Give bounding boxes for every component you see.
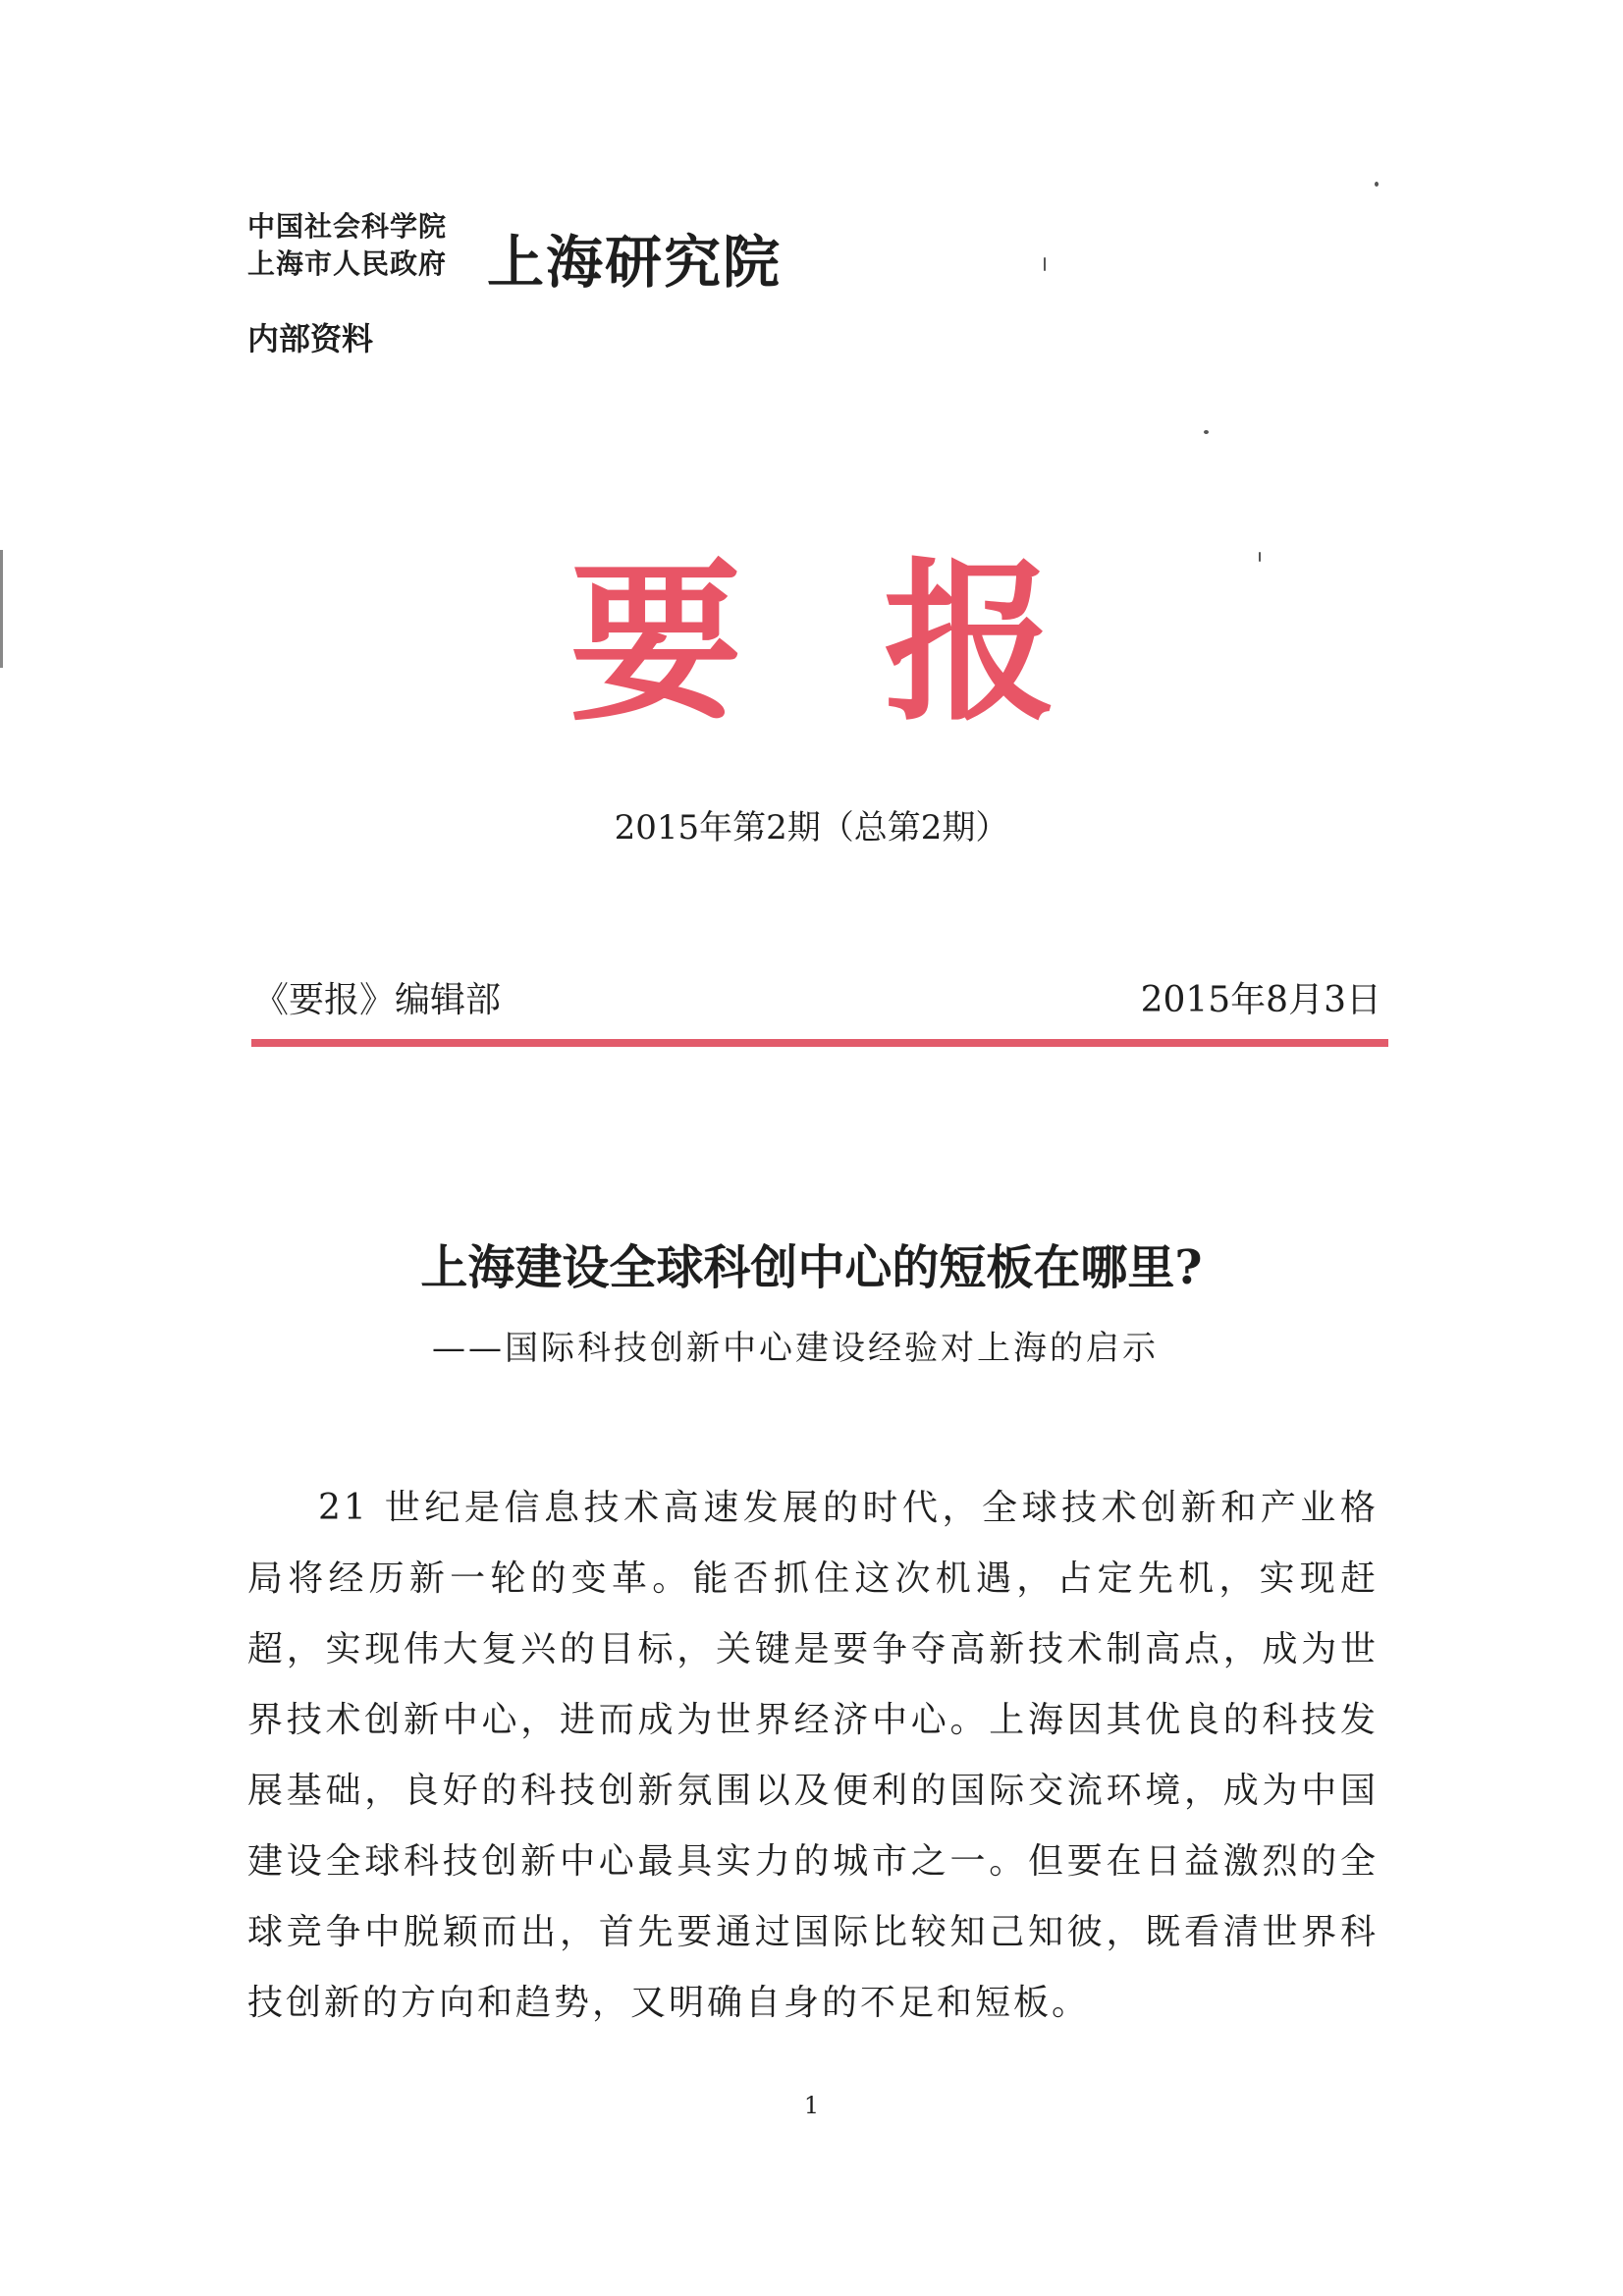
org-line-shanghai-gov: 上海市人民政府	[247, 247, 448, 280]
article-subtitle: ——国际科技创新中心建设经验对上海的启示	[432, 1329, 1159, 1368]
organization-lines	[247, 208, 483, 283]
org-line-cass: 中国社会科学院	[247, 210, 448, 243]
scan-speck	[1044, 257, 1046, 271]
publication-date: 2015年8月3日	[1140, 980, 1381, 1020]
scan-edge-mark	[0, 550, 3, 668]
article-body	[247, 1473, 1379, 2039]
masthead-title	[550, 541, 1080, 744]
red-divider-rule	[251, 1039, 1388, 1047]
masthead-char-2: 报	[884, 541, 1057, 744]
internal-material-label: 内部资料	[247, 320, 374, 357]
scan-speck	[1375, 182, 1379, 187]
issue-number: 2015年第2期（总第2期）	[614, 808, 1009, 847]
page-number: 1	[803, 2092, 820, 2119]
scan-speck	[1259, 552, 1261, 562]
article-title: 上海建设全球科创中心的短板在哪里?	[420, 1240, 1203, 1295]
masthead-char-1: 要	[569, 541, 743, 744]
body-paragraph: 21 世纪是信息技术高速发展的时代，全球技术创新和产业格局将经历新一轮的变革。能否抓住这次机遇，占定先机，实现赶超，实现伟大复兴的目标，关键是要争夺高新技术制高点，成为世界技术创新中心，进而成为世界经济中心。上海因其优良的科技发展基础，良好的科技创新氛围以及便利的国际交流环境，成为中国建设全球科技创新中心最具实力的城市之一。但要在日益激烈的全球竞争中脱颖而出，首先要通过国际比较知己知彼，既看清世界科技创新的方向和趋势，又明确自身的不足和短板。	[247, 1488, 1379, 2023]
scan-speck	[1204, 430, 1209, 434]
editorial-department: 《要报》编辑部	[253, 980, 502, 1020]
institute-name: 上海研究院	[487, 229, 783, 296]
